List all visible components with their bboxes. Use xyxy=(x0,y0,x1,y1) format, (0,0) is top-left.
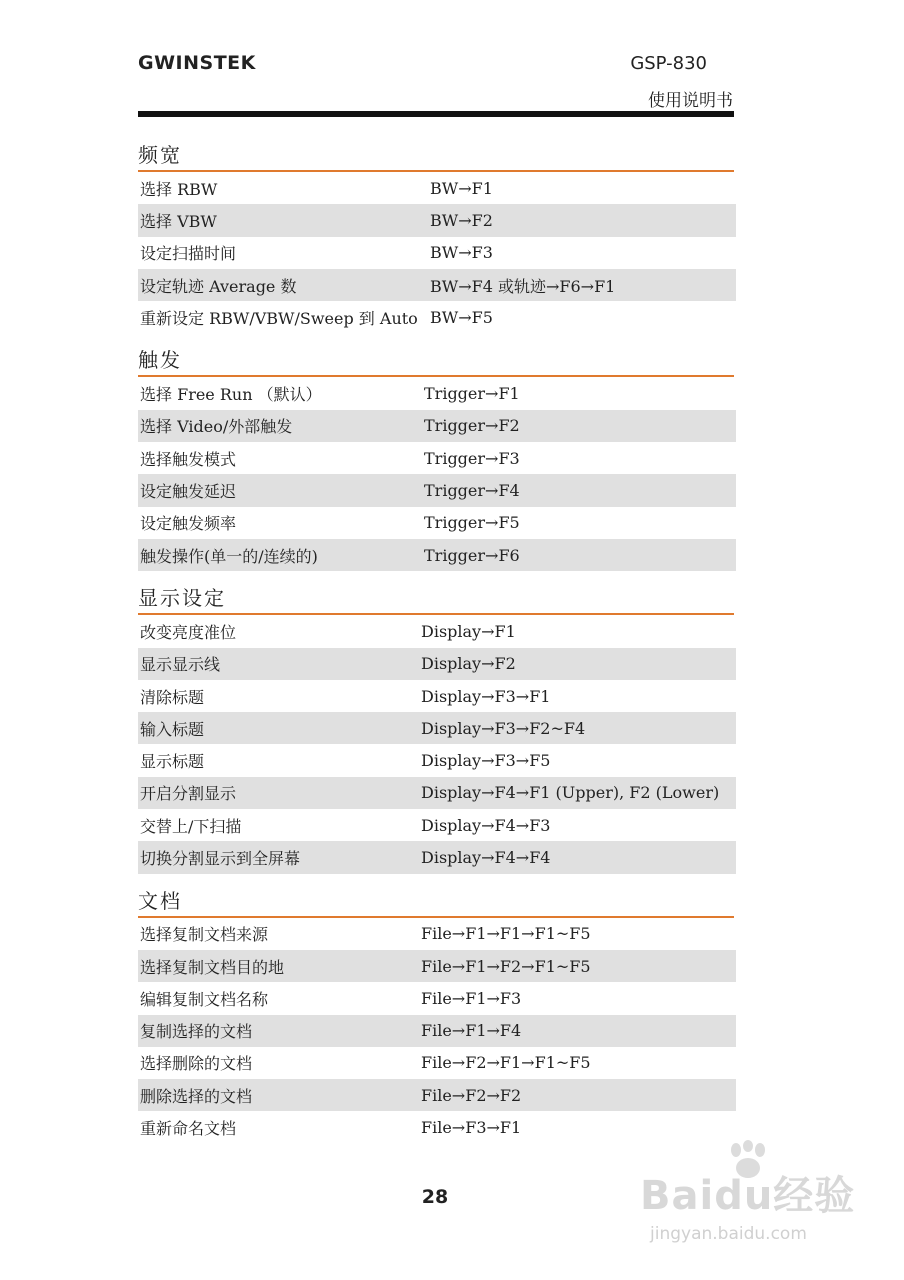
table-row xyxy=(138,1079,736,1111)
function-label: 编辑复制文档名称 xyxy=(140,989,269,1009)
table-row xyxy=(138,1111,736,1143)
key-sequence: File→F1→F3 xyxy=(421,988,522,1008)
model-name: GSP-830 xyxy=(630,53,707,74)
gwinstek-logo: GWINSTEK xyxy=(138,52,256,74)
key-sequence: File→F2→F1→F1~F5 xyxy=(421,1053,591,1073)
key-sequence: Display→F4→F1 (Upper), F2 (Lower) xyxy=(421,783,720,803)
section-title: 显示设定 xyxy=(138,586,226,611)
key-sequence: BW→F1 xyxy=(430,178,493,198)
function-label: 选择 RBW xyxy=(140,179,218,199)
function-label: 重新设定 RBW/VBW/Sweep 到 Auto xyxy=(140,308,418,328)
section xyxy=(138,583,736,873)
function-label: 选择复制文档来源 xyxy=(140,925,269,945)
function-label: 设定触发频率 xyxy=(140,514,237,534)
table-row xyxy=(138,615,736,647)
key-sequence: Trigger→F6 xyxy=(424,545,520,565)
section-title: 频宽 xyxy=(138,143,182,167)
table-row xyxy=(138,172,736,204)
manual-title: 使用说明书 xyxy=(648,91,733,111)
table-row xyxy=(138,648,736,680)
key-sequence: BW→F2 xyxy=(430,210,493,230)
key-sequence: Trigger→F5 xyxy=(424,513,520,533)
table-row xyxy=(138,950,736,982)
section-title: 文档 xyxy=(138,888,182,913)
key-sequence: BW→F3 xyxy=(430,243,493,263)
function-label: 选择复制文档目的地 xyxy=(140,957,285,977)
watermark-url: jingyan.baidu.com xyxy=(650,1224,807,1244)
table-row xyxy=(138,777,736,809)
function-label: 删除选择的文档 xyxy=(140,1086,253,1106)
table-row xyxy=(138,474,736,506)
key-sequence: File→F2→F2 xyxy=(421,1085,522,1105)
table-row xyxy=(138,918,736,950)
section xyxy=(138,886,736,1144)
key-sequence: BW→F5 xyxy=(430,307,493,327)
key-sequence: BW→F4 或轨迹→F6→F1 xyxy=(430,276,616,296)
function-label: 选择删除的文档 xyxy=(140,1054,253,1074)
table-row xyxy=(138,841,736,873)
function-label: 触发操作(单一的/连续的) xyxy=(140,546,318,566)
table-row xyxy=(138,539,736,571)
function-label: 选择 Free Run （默认） xyxy=(140,385,322,405)
function-label: 复制选择的文档 xyxy=(140,1022,253,1042)
key-sequence: Display→F1 xyxy=(421,621,516,641)
function-label: 选择 VBW xyxy=(140,211,217,231)
table-row xyxy=(138,1015,736,1047)
function-label: 设定触发延迟 xyxy=(140,482,237,502)
key-sequence: Display→F2 xyxy=(421,654,516,674)
table-row xyxy=(138,410,736,442)
function-label: 选择触发模式 xyxy=(140,449,237,469)
key-sequence: Display→F3→F2~F4 xyxy=(421,718,586,738)
section-title: 触发 xyxy=(138,348,182,373)
key-sequence: File→F3→F1 xyxy=(421,1118,522,1138)
table-row xyxy=(138,377,736,409)
table-row xyxy=(138,809,736,841)
function-label: 切换分割显示到全屏幕 xyxy=(140,848,301,868)
table-row xyxy=(138,301,736,333)
function-label: 改变亮度准位 xyxy=(140,622,237,642)
table-row xyxy=(138,442,736,474)
function-label: 显示标题 xyxy=(140,752,205,772)
key-sequence: File→F1→F1→F1~F5 xyxy=(421,924,591,944)
function-label: 清除标题 xyxy=(140,687,205,707)
table-row xyxy=(138,680,736,712)
key-sequence: Display→F4→F4 xyxy=(421,847,551,867)
function-label: 重新命名文档 xyxy=(140,1119,237,1139)
key-sequence: Trigger→F4 xyxy=(424,481,520,501)
key-sequence: Trigger→F3 xyxy=(424,448,520,468)
function-label: 显示显示线 xyxy=(140,655,221,675)
table-row xyxy=(138,982,736,1014)
table-row xyxy=(138,507,736,539)
function-label: 交替上/下扫描 xyxy=(140,816,242,836)
section xyxy=(138,140,736,333)
table-row xyxy=(138,1047,736,1079)
key-sequence: Trigger→F2 xyxy=(424,416,520,436)
function-label: 设定轨迹 Average 数 xyxy=(140,276,297,296)
key-sequence: Trigger→F1 xyxy=(424,384,520,404)
shortcut-content xyxy=(138,140,736,1156)
key-sequence: File→F1→F2→F1~F5 xyxy=(421,956,591,976)
table-row xyxy=(138,712,736,744)
function-label: 设定扫描时间 xyxy=(140,244,237,264)
section xyxy=(138,345,736,571)
function-label: 开启分割显示 xyxy=(140,784,237,804)
function-label: 选择 Video/外部触发 xyxy=(140,417,293,437)
function-label: 输入标题 xyxy=(140,719,205,739)
table-row xyxy=(138,204,736,236)
page-number: 28 xyxy=(421,1186,449,1208)
table-row xyxy=(138,744,736,776)
key-sequence: File→F1→F4 xyxy=(421,1021,522,1041)
watermark-brand: Baidu经验 xyxy=(640,1173,856,1219)
key-sequence: Display→F3→F1 xyxy=(421,686,551,706)
table-row xyxy=(138,269,736,301)
header-rule xyxy=(138,111,734,117)
key-sequence: Display→F4→F3 xyxy=(421,815,551,835)
key-sequence: Display→F3→F5 xyxy=(421,751,551,771)
table-row xyxy=(138,237,736,269)
baidu-watermark xyxy=(640,1140,860,1260)
